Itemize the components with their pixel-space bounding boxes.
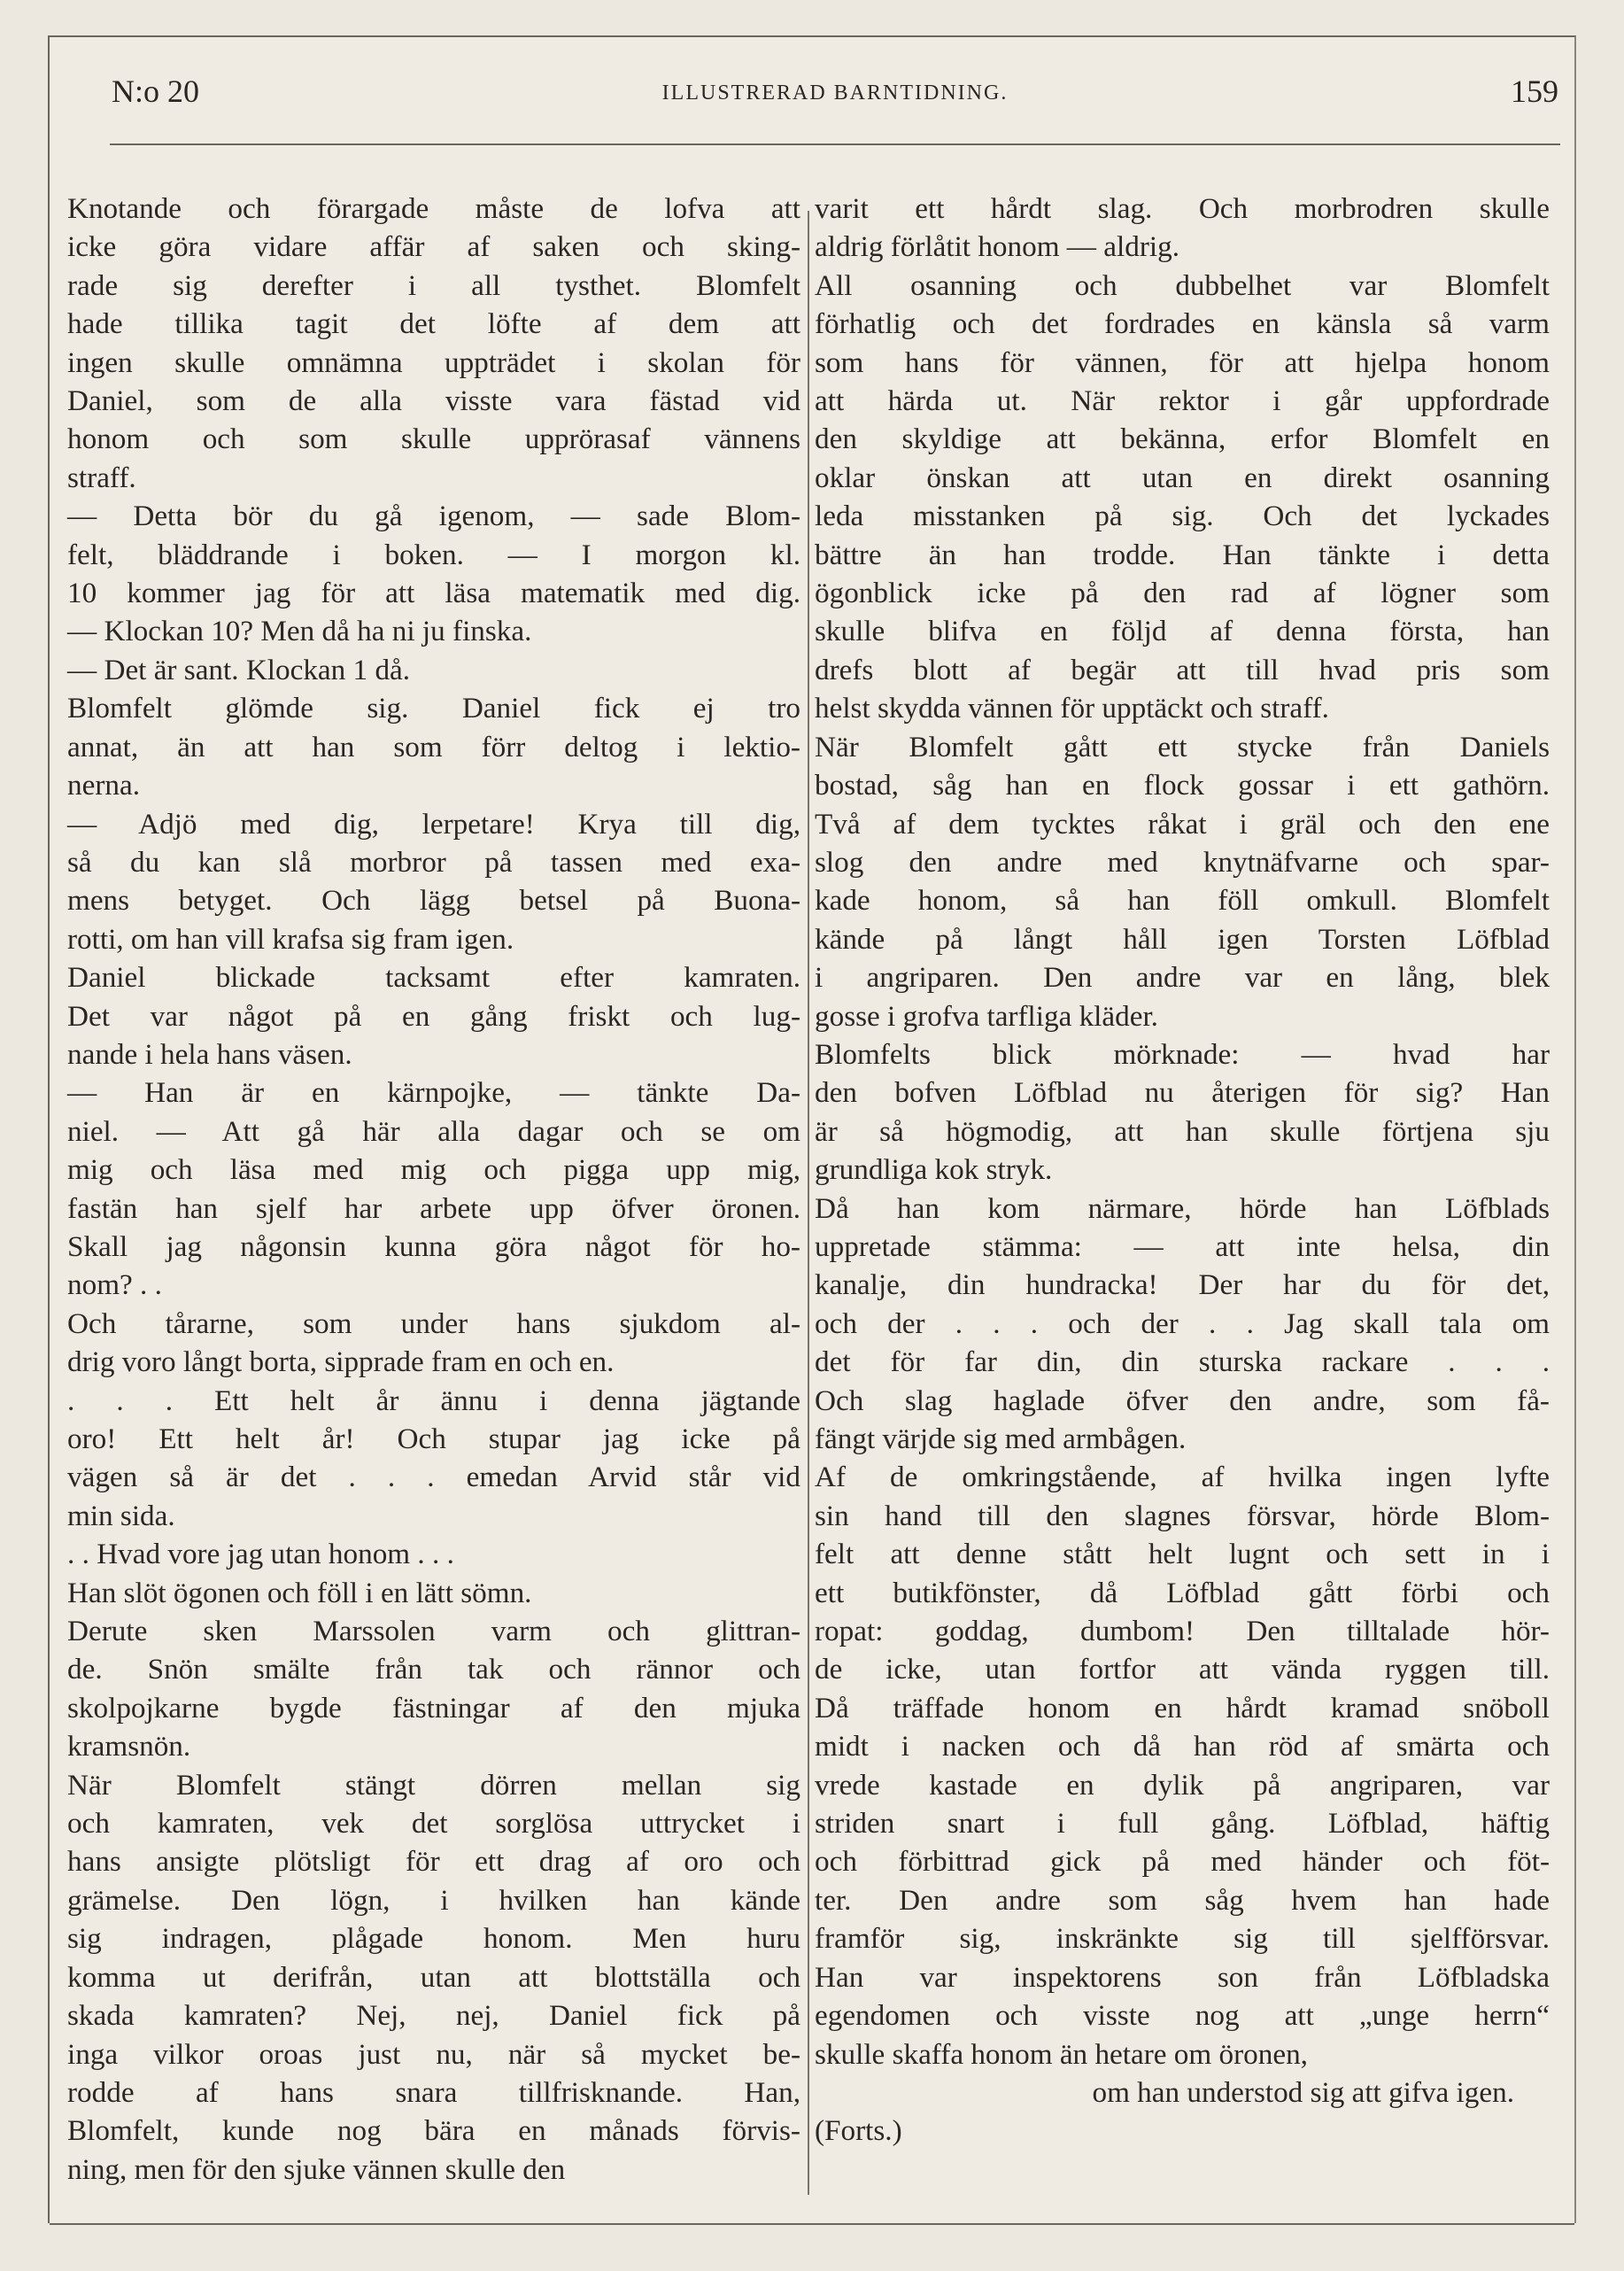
text-line: leda misstanken på sig. Och det lyckades [815,500,1550,533]
text-line: de. Snön smälte från tak och rännor och [67,1653,800,1686]
text-line: oklar önskan att utan en direkt osanning [815,461,1550,494]
issue-number: N:o 20 [112,74,199,109]
right-column [815,190,1550,2151]
text-line: ingen skulle omnämna uppträdet i skolan för [67,345,800,379]
text-line: bättre än han trodde. Han tänkte i detta [815,538,1550,571]
text-line: Och slag haglade öfver den andre, som få- [815,1384,1550,1417]
text-line: Blomfelt glömde sig. Daniel fick ej tro [67,692,800,725]
text-line: att härda ut. När rektor i går uppfordrade [815,384,1550,418]
text-line: kände på långt håll igen Torsten Löfblad [815,922,1550,956]
text-line: som hans för vännen, för att hjelpa honom [815,345,1550,379]
text-line: de icke, utan fortfor att vända ryggen till. [815,1653,1550,1686]
text-line: uppretade stämma: — att inte helsa, din [815,1229,1550,1263]
text-line: Och tårarne, som under hans sjukdom al- [67,1306,800,1340]
text-line: kanalje, din hundracka! Der har du för det, [815,1268,1550,1302]
text-line: rodde af hans snara tillfrisknande. Han, [67,2075,800,2109]
text-line: Då träffade honom en hårdt kramad snöboll [815,1691,1550,1725]
text-line: När Blomfelt stängt dörren mellan sig [67,1768,800,1802]
text-line: gosse i grofva tarfliga kläder. [815,999,1158,1033]
text-line: varit ett hårdt slag. Och morbrodren skulle [815,192,1550,225]
text-line: — Klockan 10? Men då ha ni ju finska. [67,615,532,648]
text-line: framför sig, inskränkte sig till sjelfförsvar. [815,1922,1550,1956]
text-line: och der . . . och der . . Jag skall tala om [815,1306,1550,1340]
text-line: så du kan slå morbror på tassen med exa- [67,845,800,879]
column-divider [808,211,809,2195]
text-line: Daniel blickade tacksamt efter kamraten. [67,961,800,995]
text-line: Han var inspektorens son från Löfbladska [815,1960,1550,1994]
text-line: Han slöt ögonen och föll i en lätt sömn. [67,1576,532,1609]
text-line: drefs blott af begär att till hvad pris som [815,653,1550,686]
text-line: annat, än att han som förr deltog i lektio- [67,730,800,763]
text-line: All osanning och dubbelhet var Blomfelt [815,268,1550,302]
text-line: nom? . . [67,1268,162,1302]
text-line: honom och som skulle upprörasaf vännens [67,422,800,456]
text-line: det för far din, din sturska rackare . . . [815,1345,1550,1379]
text-line: Då han kom närmare, hörde han Löfblads [815,1191,1550,1225]
newspaper-page [48,35,1576,2223]
text-line: drig voro långt borta, sipprade fram en och en. [67,1345,615,1379]
text-line: ett butikfönster, då Löfblad gått förbi och [815,1576,1550,1609]
text-line: i angriparen. Den andre var en lång, blek [815,961,1550,995]
text-line: ögonblick icke på den rad af lögner som [815,577,1550,610]
text-line: grämelse. Den lögn, i hvilken han kände [67,1883,800,1917]
text-line: rade sig derefter i all tysthet. Blomfelt [67,268,800,302]
text-line: skulle blifva en följd af denna första, han [815,615,1550,648]
text-line: nande i hela hans väsen. [67,1037,352,1071]
text-line: niel. — Att gå här alla dagar och se om [67,1114,800,1148]
text-line: (Forts.) [815,2114,902,2148]
text-line: kade honom, så han föll omkull. Blomfelt [815,884,1550,918]
text-line: nerna. [67,769,140,802]
text-line: den skyldige att bekänna, erfor Blomfelt en [815,422,1550,456]
text-line: Skall jag någonsin kunna göra något för ho- [67,1229,800,1263]
text-line: — Adjö med dig, lerpetare! Krya till dig, [67,807,800,841]
text-line: ning, men för den sjuke vännen skulle den [67,2152,566,2186]
text-line: hans ansigte plötsligt för ett drag af oro och [67,1845,800,1879]
text-line: icke göra vidare affär af saken och sking- [67,230,800,264]
text-line: När Blomfelt gått ett stycke från Daniels [815,730,1550,763]
text-line: och kamraten, vek det sorglösa uttrycket i [67,1807,800,1841]
text-line: hade tillika tagit det löfte af dem att [67,307,800,341]
text-line: Daniel, som de alla visste vara fästad vid [67,384,800,418]
text-line: . . . Ett helt år ännu i denna jägtande [67,1384,800,1417]
text-line: min sida. [67,1499,175,1532]
text-line: Två af dem tycktes råkat i gräl och den ene [815,807,1550,841]
text-line: striden snart i full gång. Löfblad, häftig [815,1807,1550,1841]
text-line: . . Hvad vore jag utan honom . . . [67,1538,454,1571]
text-line: — Detta bör du gå igenom, — sade Blom- [67,500,800,533]
text-line: mens betyget. Och lägg betsel på Buona- [67,884,800,918]
text-line: mig och läsa med mig och pigga upp mig, [67,1153,800,1187]
text-line: Blomfelt, kunde nog bära en månads förvis- [67,2114,800,2148]
page-number: 159 [1511,74,1558,109]
text-line: sin hand till den slagnes försvar, hörde Blom- [815,1499,1550,1532]
text-line: inga vilkor oroas just nu, när så mycket be- [67,2037,800,2071]
left-column [67,190,800,2189]
text-line: den bofven Löfblad nu återigen för sig? Han [815,1076,1550,1110]
text-line: felt att denne stått helt lugnt och sett in i [815,1538,1550,1571]
text-line: ter. Den andre som såg hvem han hade [815,1883,1550,1917]
text-line: fastän han sjelf har arbete upp öfver öronen. [67,1191,800,1225]
text-line: bostad, såg han en flock gossar i ett gathörn. [815,769,1550,802]
text-line: skulle skaffa honom än hetare om öronen, [815,2037,1308,2071]
text-line: grundliga kok stryk. [815,1153,1053,1187]
text-line: Det var något på en gång friskt och lug- [67,999,800,1033]
text-line: om han understod sig att gifva igen. [1092,2075,1514,2109]
text-line: midt i nacken och då han röd af smärta och [815,1730,1550,1763]
text-line: oro! Ett helt år! Och stupar jag icke på [67,1422,800,1455]
text-line: felt, bläddrande i boken. — I morgon kl. [67,538,800,571]
text-line: skolpojkarne bygde fästningar af den mjuka [67,1691,800,1725]
text-line: Af de omkringstående, af hvilka ingen lyfte [815,1461,1550,1494]
text-line: 10 kommer jag för att läsa matematik med dig. [67,577,800,610]
text-line: egendomen och visste nog att „unge herrn“ [815,1999,1550,2033]
text-line: slog den andre med knytnäfvarne och spar- [815,845,1550,879]
text-line: — Han är en kärnpojke, — tänkte Da- [67,1076,800,1110]
text-line: ropat: goddag, dumbom! Den tilltalade hör- [815,1615,1550,1648]
text-line: fängt värjde sig med armbågen. [815,1422,1187,1455]
header-rule [110,143,1560,145]
text-line: förhatlig och det fordrades en känsla så varm [815,307,1550,341]
text-line: vrede kastade en dylik på angriparen, var [815,1768,1550,1802]
text-line: vägen så är det . . . emedan Arvid står vid [67,1461,800,1494]
text-line: helst skydda vännen för upptäckt och straff. [815,692,1329,725]
publication-title: ILLUSTRERAD BARNTIDNING. [661,81,1009,105]
text-line: och förbittrad gick på med händer och föt- [815,1845,1550,1879]
text-line: aldrig förlåtit honom — aldrig. [815,230,1179,264]
page-header [112,73,1558,108]
text-line: komma ut derifrån, utan att blottställa och [67,1960,800,1994]
text-line: är så högmodig, att han skulle förtjena sju [815,1114,1550,1148]
text-line: straff. [67,461,136,494]
text-line: kramsnön. [67,1730,191,1763]
text-line: sig indragen, plågade honom. Men huru [67,1922,800,1956]
text-line: Knotande och förargade måste de lofva att [67,192,800,225]
footer-rule [50,2223,1574,2225]
text-line: skada kamraten? Nej, nej, Daniel fick på [67,1999,800,2033]
text-line: Derute sken Marssolen varm och glittran- [67,1615,800,1648]
text-line: — Det är sant. Klockan 1 då. [67,653,411,686]
text-line: Blomfelts blick mörknade: — hvad har [815,1037,1550,1071]
text-line: rotti, om han vill krafsa sig fram igen. [67,922,514,956]
